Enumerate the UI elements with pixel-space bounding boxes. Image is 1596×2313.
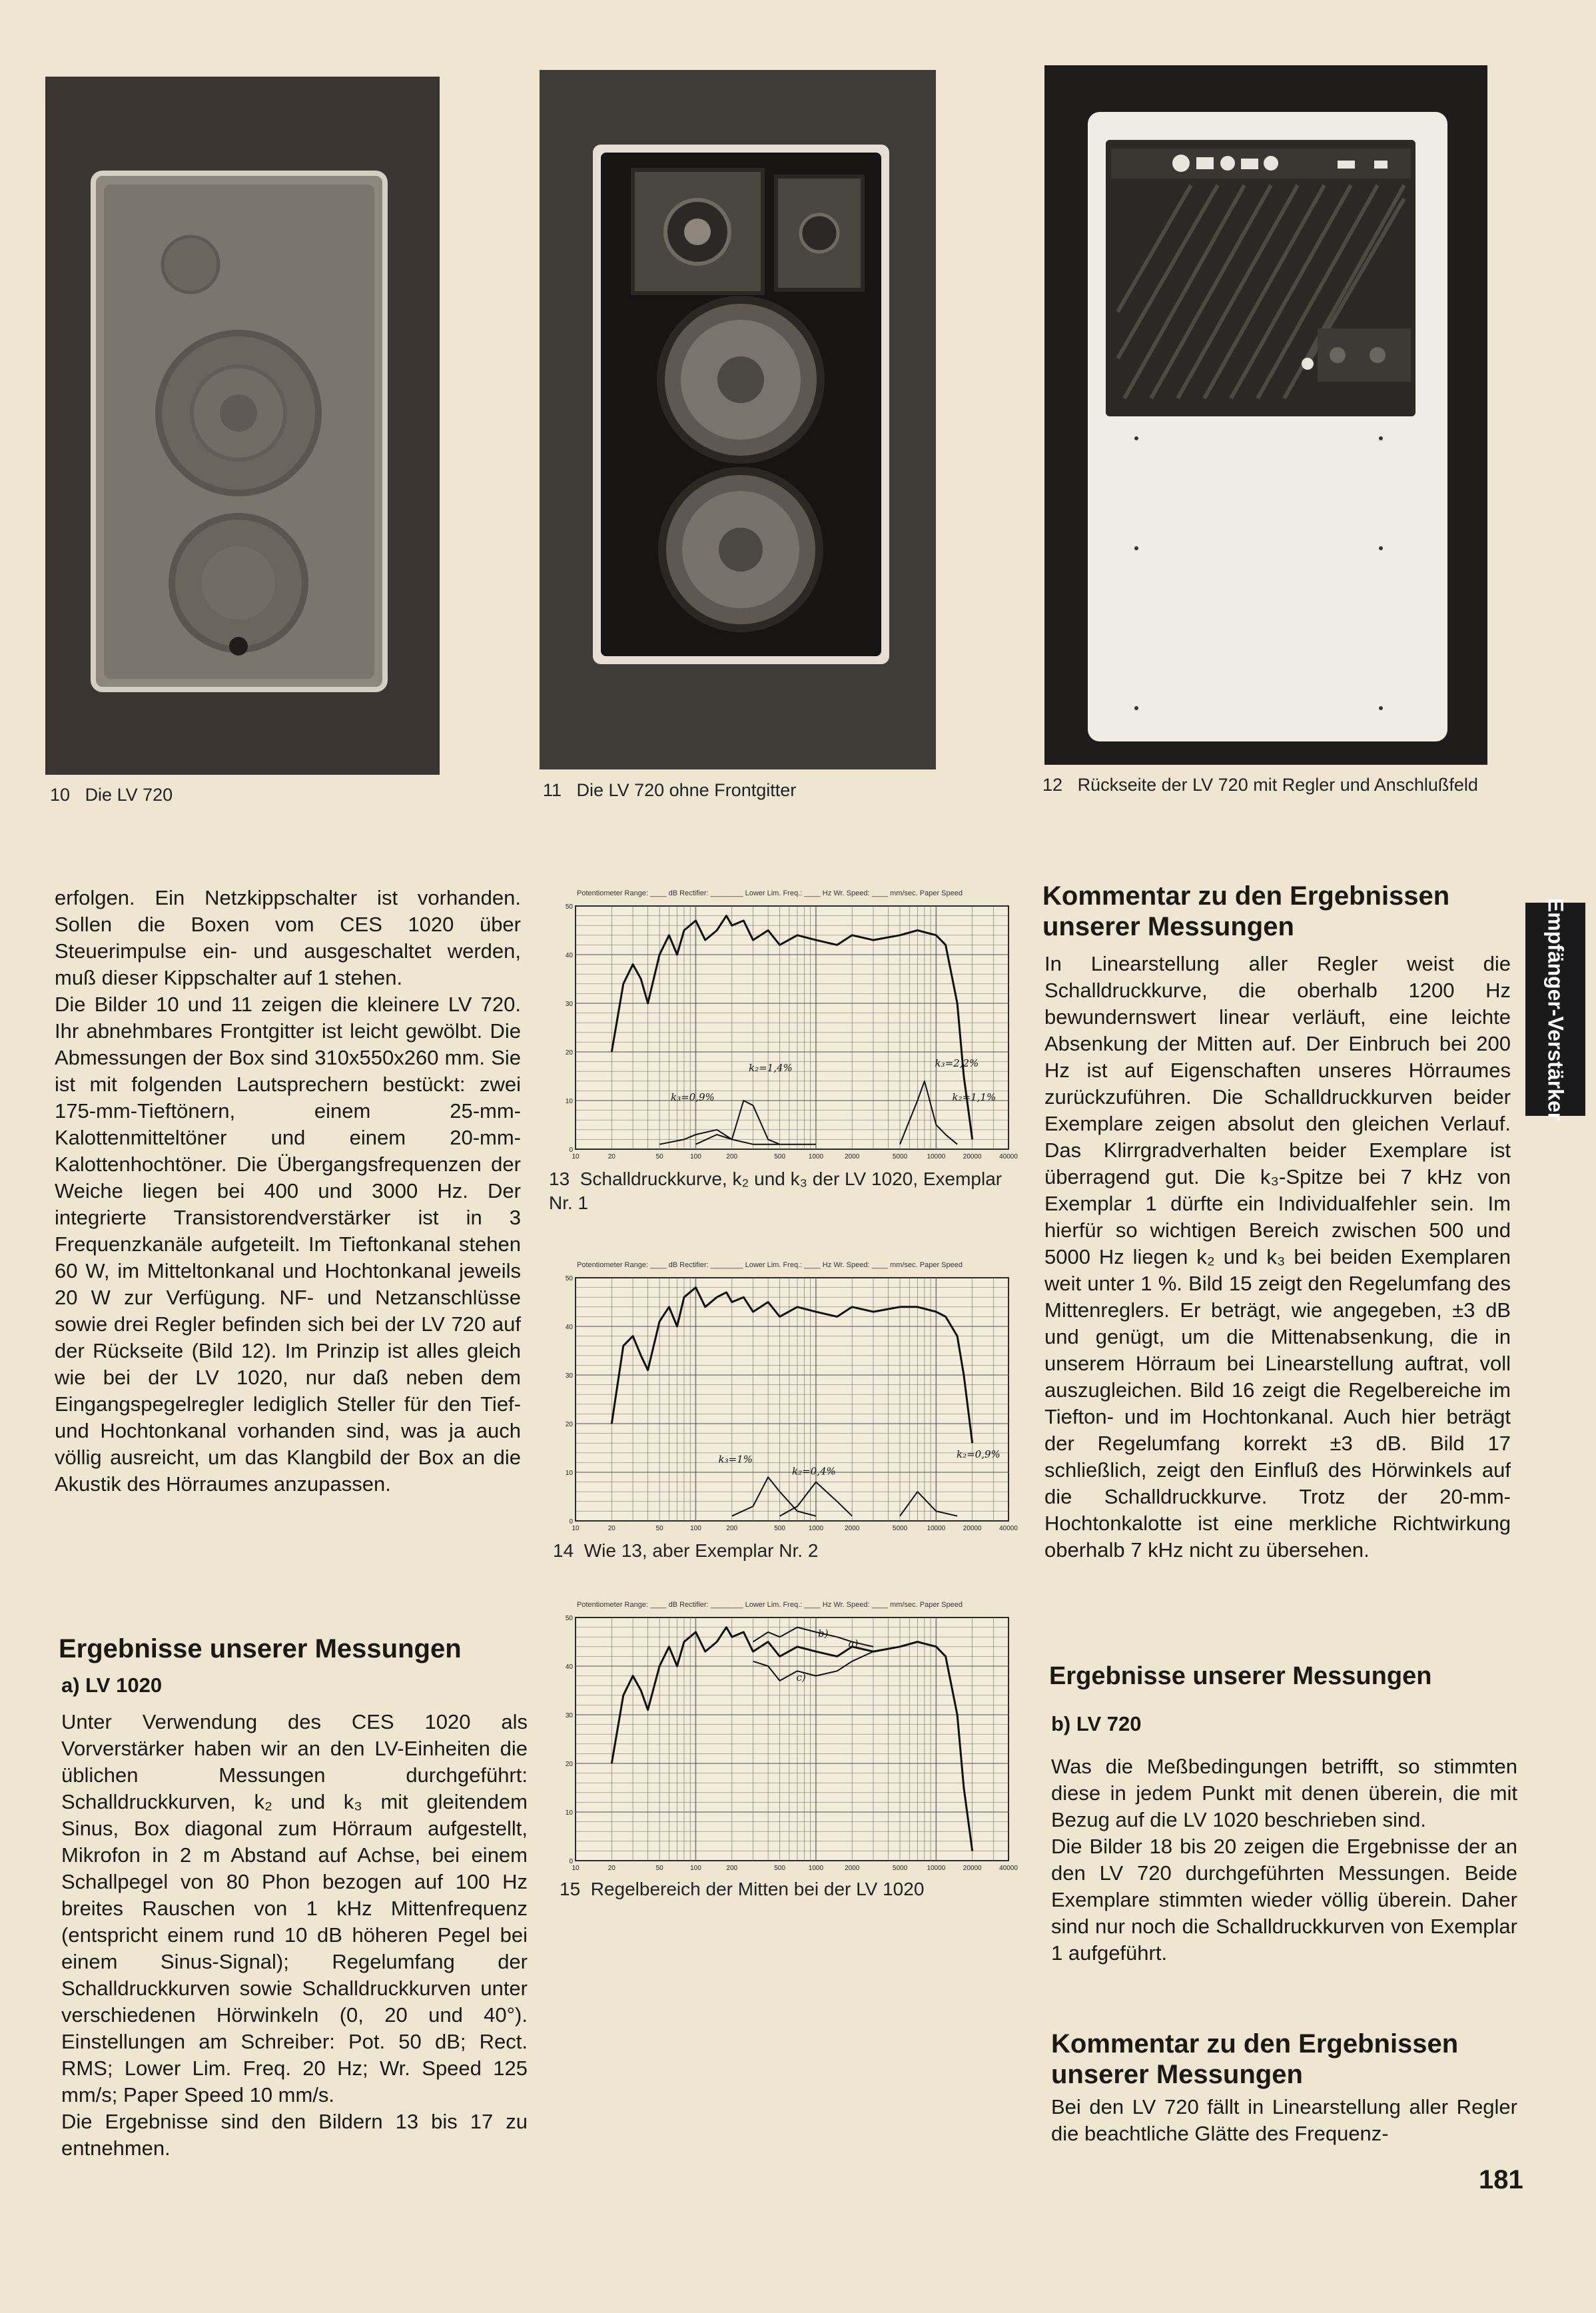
x-tick-label: 5000 xyxy=(892,1153,908,1160)
x-tick-label: 50 xyxy=(655,1865,663,1872)
x-tick-label: 20000 xyxy=(963,1865,982,1872)
right-para-4: Bei den LV 720 fällt in Linearstellung aller Regler die beachtliche Glätte des Frequenz- xyxy=(1051,2095,1517,2145)
figure-15-caption xyxy=(560,1877,1026,1901)
chart-annotation: k₃=0,9% xyxy=(671,1091,715,1103)
x-tick-label: 200 xyxy=(726,1153,738,1160)
x-tick-label: 5000 xyxy=(892,1525,908,1532)
x-tick-label: 500 xyxy=(774,1865,785,1872)
x-tick-label: 1000 xyxy=(808,1153,824,1160)
figure-11-photo xyxy=(540,70,936,769)
y-tick-label: 20 xyxy=(565,1761,573,1768)
figure-10-photo xyxy=(45,77,440,775)
figure-13-caption xyxy=(549,1167,1015,1215)
page-number: 181 xyxy=(1479,2165,1523,2194)
y-tick-label: 10 xyxy=(565,1098,573,1105)
figure-11-number: 11 xyxy=(543,780,562,800)
y-tick-label: 30 xyxy=(565,1372,573,1380)
x-tick-label: 10 xyxy=(572,1865,580,1872)
y-tick-label: 50 xyxy=(565,903,573,911)
x-tick-label: 100 xyxy=(690,1865,701,1872)
x-tick-label: 100 xyxy=(690,1525,701,1532)
x-tick-label: 10000 xyxy=(927,1865,946,1872)
x-tick-label: 10000 xyxy=(927,1525,946,1532)
right-heading-3: Kommentar zu den Ergebnissen unserer Messungen xyxy=(1051,2029,1459,2089)
chart-annotation: c) xyxy=(796,1671,806,1683)
chart-frame xyxy=(576,1278,1008,1521)
x-tick-label: 40000 xyxy=(999,1865,1018,1872)
x-tick-label: 100 xyxy=(690,1153,701,1160)
y-tick-label: 30 xyxy=(565,1712,573,1719)
figure-12-photo xyxy=(1044,65,1487,765)
speaker-open-illustration xyxy=(540,70,936,769)
x-tick-label: 1000 xyxy=(808,1525,824,1532)
x-tick-label: 200 xyxy=(726,1525,738,1532)
chart-14 xyxy=(554,1272,1018,1536)
right-heading-2: Ergebnisse unserer Messungen xyxy=(1049,1662,1432,1690)
figure-10-number: 10 xyxy=(50,785,71,805)
figure-10-caption xyxy=(50,783,173,807)
x-tick-label: 40000 xyxy=(999,1153,1018,1160)
left-intro: erfolgen. Ein Netzkippschalter ist vorhanden. Sollen die Boxen vom CES 1020 über Steuerimpulse ein- und ausgeschaltet werden, muß dieser Kippschalter auf 1 stehen. xyxy=(55,886,521,989)
figure-12-number: 12 xyxy=(1042,775,1063,795)
right-column-text-2 xyxy=(1051,1753,1517,1967)
chart-annotation: k₂=0,4% xyxy=(792,1465,836,1478)
x-tick-label: 500 xyxy=(774,1525,785,1532)
section-tab xyxy=(1525,897,1585,1121)
right-heading-1: Kommentar zu den Ergebnissen unserer Messungen xyxy=(1042,881,1450,941)
left-column-text-1 xyxy=(55,885,521,1498)
left-para-3: Unter Verwendung des CES 1020 als Vorverstärker haben wir an den LV-Einheiten die üblichen Messungen durchgeführt: Schalldruckkurven, k₂ und k₃ mit gleitendem Sinus, Box diagonal zum Hörraum aufgestellt, Mikrofon in 2 m Abstand auf Achse, bei einem Schallpegel von 80 Phon bezogen auf 100 Hz breites Rauschen von 1 kHz Mittenfrequenz (entspricht einem rund 10 dB höheren Pegel bei einem Sinus-Signal); Regelumfang der Schalldruckkurven sowie Schalldruckkurven unter verschiedenen Hörwinkeln (0, 20 und 40°). Einstellungen am Schreiber: Pot. 50 dB; Rect. RMS; Lower Lim. Freq. 20 Hz; Wr. Speed 125 mm/s; Paper Speed 10 mm/s. xyxy=(61,1710,528,2106)
chart-13-header: Potentiometer Range: ____ dB Rectifier: ________ Lower Lim. Freq.: ____ Hz Wr. Speed: ____ mm/sec. Paper Speed xyxy=(577,889,963,897)
figure-11-text: Die LV 720 ohne Frontgitter xyxy=(576,780,797,800)
figure-14-text: Wie 13, aber Exemplar Nr. 2 xyxy=(584,1540,819,1561)
chart-15-header: Potentiometer Range: ____ dB Rectifier: ________ Lower Lim. Freq.: ____ Hz Wr. Speed: ____ mm/sec. Paper Speed xyxy=(577,1601,963,1609)
chart-annotation: b) xyxy=(818,1627,829,1640)
y-tick-label: 0 xyxy=(569,1858,573,1865)
y-tick-label: 40 xyxy=(565,1324,573,1331)
x-tick-label: 2000 xyxy=(845,1153,860,1160)
figure-12-text: Rückseite der LV 720 mit Regler und Anschlußfeld xyxy=(1077,775,1478,795)
chart-13 xyxy=(554,901,1018,1164)
x-tick-label: 20000 xyxy=(963,1153,982,1160)
speaker-back-illustration xyxy=(1044,65,1487,765)
x-tick-label: 20000 xyxy=(963,1525,982,1532)
figure-12-caption xyxy=(1042,773,1522,797)
y-tick-label: 20 xyxy=(565,1049,573,1057)
left-heading: Ergebnisse unserer Messungen xyxy=(59,1634,462,1663)
speaker-front-illustration xyxy=(45,77,440,775)
chart-annotation: k₃=2,2% xyxy=(935,1057,979,1069)
y-tick-label: 50 xyxy=(565,1275,573,1282)
figure-10-text: Die LV 720 xyxy=(85,785,173,805)
x-tick-label: 50 xyxy=(655,1525,663,1532)
right-column-text-3 xyxy=(1051,2094,1517,2147)
y-tick-label: 30 xyxy=(565,1001,573,1008)
y-tick-label: 10 xyxy=(565,1470,573,1477)
x-tick-label: 20 xyxy=(607,1153,615,1160)
figure-15-text: Regelbereich der Mitten bei der LV 1020 xyxy=(590,1879,925,1899)
y-tick-label: 40 xyxy=(565,952,573,959)
chart-annotation: k₂=0,9% xyxy=(957,1448,1000,1461)
figure-14-number: 14 xyxy=(553,1540,574,1561)
right-column-text-1 xyxy=(1044,951,1511,1564)
x-tick-label: 1000 xyxy=(808,1865,824,1872)
y-tick-label: 20 xyxy=(565,1421,573,1428)
figure-15-number: 15 xyxy=(560,1879,581,1899)
x-tick-label: 200 xyxy=(726,1865,738,1872)
section-tab-label: Empfänger-Verstärker xyxy=(1543,897,1568,1121)
chart-annotation: k₂=1,4% xyxy=(749,1062,793,1075)
left-column-text-2 xyxy=(61,1709,528,2162)
y-tick-label: 0 xyxy=(569,1147,573,1154)
x-tick-label: 20 xyxy=(607,1525,615,1532)
x-tick-label: 10 xyxy=(572,1153,580,1160)
x-tick-label: 10000 xyxy=(927,1153,946,1160)
figure-11-caption xyxy=(543,778,796,802)
figure-13-text: Schalldruckkurve, k₂ und k₃ der LV 1020, Exemplar Nr. 1 xyxy=(549,1168,1002,1213)
x-tick-label: 40000 xyxy=(999,1525,1018,1532)
chart-annotation: a) xyxy=(848,1637,859,1649)
x-tick-label: 10 xyxy=(572,1525,580,1532)
chart-annotation: k₂=1,1% xyxy=(952,1091,997,1103)
y-tick-label: 10 xyxy=(565,1809,573,1817)
left-para-2: Die Bilder 10 und 11 zeigen die kleinere LV 720. Ihr abnehmbares Frontgitter ist leicht gewölbt. Die Abmessungen der Box sind 310x550x260 mm. Sie ist mit folgenden Lautsprechern bestückt: zwei 175-mm-Tieftönern, einem 25-mm-Kalottenmitteltöner und einem 20-mm-Kalottenhochtöner. Die Übergangsfrequenzen der Weiche liegen bei 400 und 3000 Hz. Der integrierte Transistorendverstärker ist in 3 Frequenzkanäle aufgeteilt. Im Tieftonkanal stehen 60 W, im Mitteltonkanal und Hochtonkanal jeweils 20 W zur Verfügung. NF- und Netzanschlüsse sowie drei Regler befinden sich bei der LV 720 auf der Rückseite (Bild 12). Im Prinzip ist alles gleich wie bei der LV 1020, nur daß neben dem Eingangspegelregler lediglich Steller für den Tief- und Hochtonkanal vorhanden sind, was ja auch völlig ausreicht, um das Klangbild der Box an die Akustik des Hörraumes anzupassen. xyxy=(55,993,521,1496)
chart-14-header: Potentiometer Range: ____ dB Rectifier: ________ Lower Lim. Freq.: ____ Hz Wr. Speed: ____ mm/sec. Paper Speed xyxy=(577,1261,963,1269)
y-tick-label: 0 xyxy=(569,1518,573,1526)
right-para-3: Die Bilder 18 bis 20 zeigen die Ergebnisse der an den LV 720 durchgeführten Messungen. Beide Exemplare stimmten wieder völlig überein. Daher sind nur noch die Schalldruckkurven von Exemplar 1 aufgeführt. xyxy=(1051,1835,1517,1965)
x-tick-label: 2000 xyxy=(845,1865,860,1872)
left-para-4: Die Ergebnisse sind den Bildern 13 bis 17 zu entnehmen. xyxy=(61,2110,528,2160)
right-para-2: Was die Meßbedingungen betrifft, so stimmten diese in jedem Punkt mit denen überein, die mit Bezug auf die LV 1020 beschrieben sind. xyxy=(1051,1755,1517,1831)
chart-15 xyxy=(554,1612,1018,1875)
left-subheading: a) LV 1020 xyxy=(61,1673,163,1697)
chart-annotation: k₃=1% xyxy=(718,1453,753,1466)
x-tick-label: 5000 xyxy=(892,1865,908,1872)
x-tick-label: 2000 xyxy=(845,1525,860,1532)
right-subheading: b) LV 720 xyxy=(1051,1712,1142,1735)
x-tick-label: 500 xyxy=(774,1153,785,1160)
right-para-1: In Linearstellung aller Regler weist die Schalldruckkurve, die oberhalb 1200 Hz bewundernswert linear verläuft, eine leichte Absenkung der Mitten auf. Der Einbruch bei 200 Hz ist auf Eigenschaften unseres Hörraumes zurückzuführen. Die Schalldruckkurven beider Exemplare zeigen absolut den gleichen Verlauf. Das Klirrgradverhalten beider Exemplare ist überragend gut. Die k₃-Spitze bei 7 kHz von Exemplar 1 dürfte ein Individualfehler sein. Im hierfür so wichtigen Bereich zwischen 500 und 5000 Hz liegen k₂ und k₃ bei beiden Exemplaren weit unter 1 %. Bild 15 zeigt den Regelumfang des Mittenreglers. Er beträgt, wie angegeben, ±3 dB und genügt, um die Mittenabsenkung, die in unserem Hörraum bei Linearstellung auftrat, voll auszugleichen. Bild 16 zeigt die Regelbereiche im Tiefton- und im Hochtonkanal. Auch hier beträgt der Regelumfang korrekt ±3 dB. Bild 17 schließlich, zeigt den Einfluß des Hörwinkels auf die Schalldruckkurve. Trotz der 20-mm-Hochtonkalotte ist eine merkliche Richtwirkung oberhalb 7 kHz nicht zu übersehen. xyxy=(1044,952,1511,1562)
figure-14-caption xyxy=(553,1539,1019,1563)
x-tick-label: 50 xyxy=(655,1153,663,1160)
figure-13-number: 13 xyxy=(549,1168,570,1189)
x-tick-label: 20 xyxy=(607,1865,615,1872)
y-tick-label: 50 xyxy=(565,1615,573,1622)
y-tick-label: 40 xyxy=(565,1663,573,1671)
